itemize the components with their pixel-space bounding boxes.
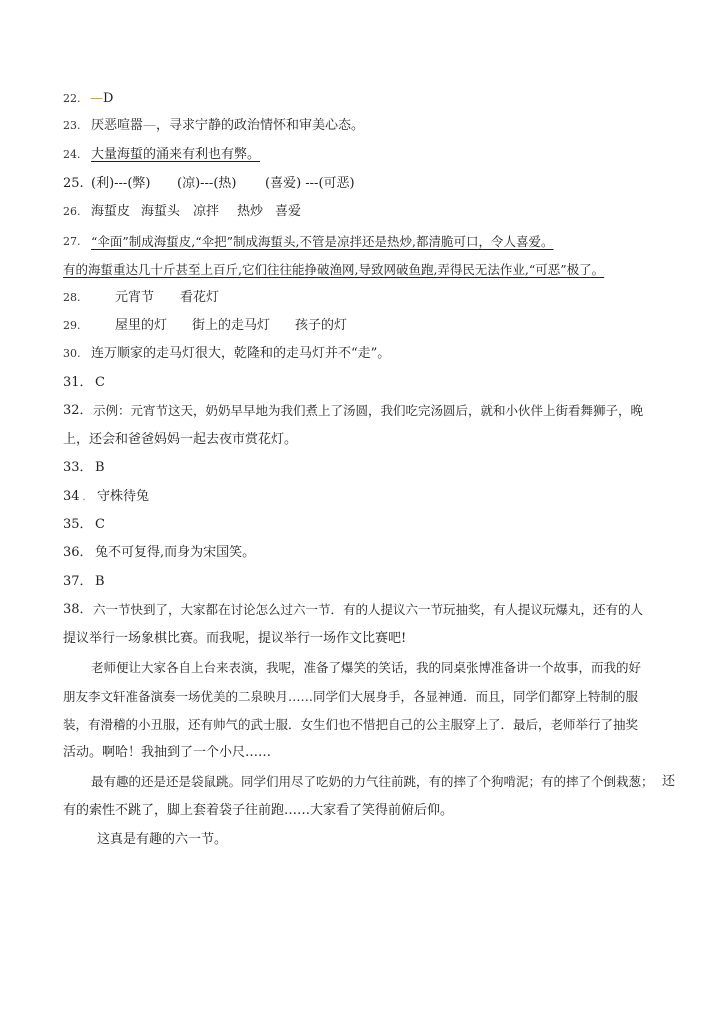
essay-line: 活动。啊哈！我抽到了一个小尺…… [63,745,272,760]
answer-text: 守株待兔 [97,489,150,504]
answer-mark: — [90,91,103,106]
answer-mark: — [143,118,157,133]
essay-line: 这真是有趣的六一节。 [97,832,228,847]
answer-number: 28. [63,291,81,304]
word: 热炒 [237,204,264,219]
answer-number: 34 [63,489,80,504]
answer-number: 29. [63,319,81,332]
essay-line: 六一节快到了，大家都在讨论怎么过六一节．有的人提议六一节玩抽奖，有人提议玩爆丸，还有的人 [93,602,644,617]
answer-text [91,116,364,136]
antonym-pair: (利)---(弊) [91,176,151,191]
answer-text-part: ，寻求宁静的政治情怀和审美心态。 [156,118,365,133]
answer-text: C [95,375,105,390]
answer-text: 上，还会和爸爸妈妈一起去夜市赏花灯。 [63,432,298,447]
answer-text: “伞面”制成海蜇皮,“伞把”制成海蜇头,不管是凉拌还是热炒,都清脆可口，令人喜爱。 [91,234,554,249]
word: 街上的走马灯 [192,318,271,333]
answer-number: 33． [63,460,93,475]
word: 看花灯 [180,290,220,305]
essay-line: 有的索性不跳了，脚上套着袋子往前跑……大家看了笑得前俯后仰。 [63,803,454,818]
word: 凉拌 [193,204,220,219]
answer-text: C [95,517,105,532]
word: 海蜇头 [141,204,181,219]
word: 孩子的灯 [295,318,348,333]
essay-line: 朋友李文轩准备演奏一场优美的二泉映月……同学们大展身手，各显神通．而且，同学们都穿上特制的服 [63,689,639,704]
answer-text: 连万顺家的走马灯很大，乾隆和的走马灯并不“走”。 [91,346,391,361]
answer-number: 26. [63,205,81,218]
answer-number: 24. [63,148,81,161]
word: 屋里的灯 [115,318,168,333]
answer-number: 32． [63,403,93,418]
answer-text: 示例：元宵节这天，奶奶早早地为我们煮上了汤圆，我们吃完汤圆后，就和小伙伴上街看舞狮子，晚 [93,403,644,418]
answer-number: 27. [63,235,81,248]
word: 海蜇皮 [91,204,131,219]
answer-text: 大量海蜇的涌来有利也有弊。 [91,147,261,162]
antonym-pair: (喜爱) ---(可恶) [265,176,355,191]
answer-text: D [103,91,114,106]
essay-line: 提议举行一场象棋比赛。而我呢，提议举行一场作文比赛吧! [63,631,407,646]
answer-number: 23. [63,119,81,132]
essay-line: 老师便让大家各自上台来表演，我呢，准备了爆笑的笑话，我的同桌张博准备讲一个故事，而我的好 [91,660,642,675]
essay-line: 还 [662,774,676,789]
essay-line: 装，有滑稽的小丑服，还有帅气的武士服．女生们也不惜把自己的公主服穿上了．最后，老师举行了抽奖 [63,717,639,732]
antonym-pair: (凉)---(热) [177,176,237,191]
answer-number: 36． [63,545,93,560]
answer-mark: ． [82,489,96,504]
answer-text: 有的海蜇重达几十斤甚至上百斤,它们往往能挣破渔网,导致网破鱼跑,弄得民无法作业,“可恶”极了。 [63,262,605,277]
answer-number: 25. [63,176,84,191]
answer-text-part: 厌恶喧嚣 [91,118,144,133]
answer-number: 35． [63,517,93,532]
answer-text: B [95,574,105,589]
word: 元宵节 [115,290,155,305]
answer-number: 37． [63,574,93,589]
answer-number: 38． [63,602,93,617]
essay-line: 最有趣的还是还是袋鼠跳。同学们用尽了吃奶的力气往前跳，有的摔了个狗啃泥；有的摔了个倒栽葱； [91,774,654,789]
answer-number: 22. [63,92,81,105]
answer-number: 30. [63,347,81,360]
answer-text: B [95,460,105,475]
answer-number: 31． [63,375,93,390]
word: 喜爱 [275,204,302,219]
answer-text: 兔不可复得,而身为宋国笑。 [95,545,256,560]
